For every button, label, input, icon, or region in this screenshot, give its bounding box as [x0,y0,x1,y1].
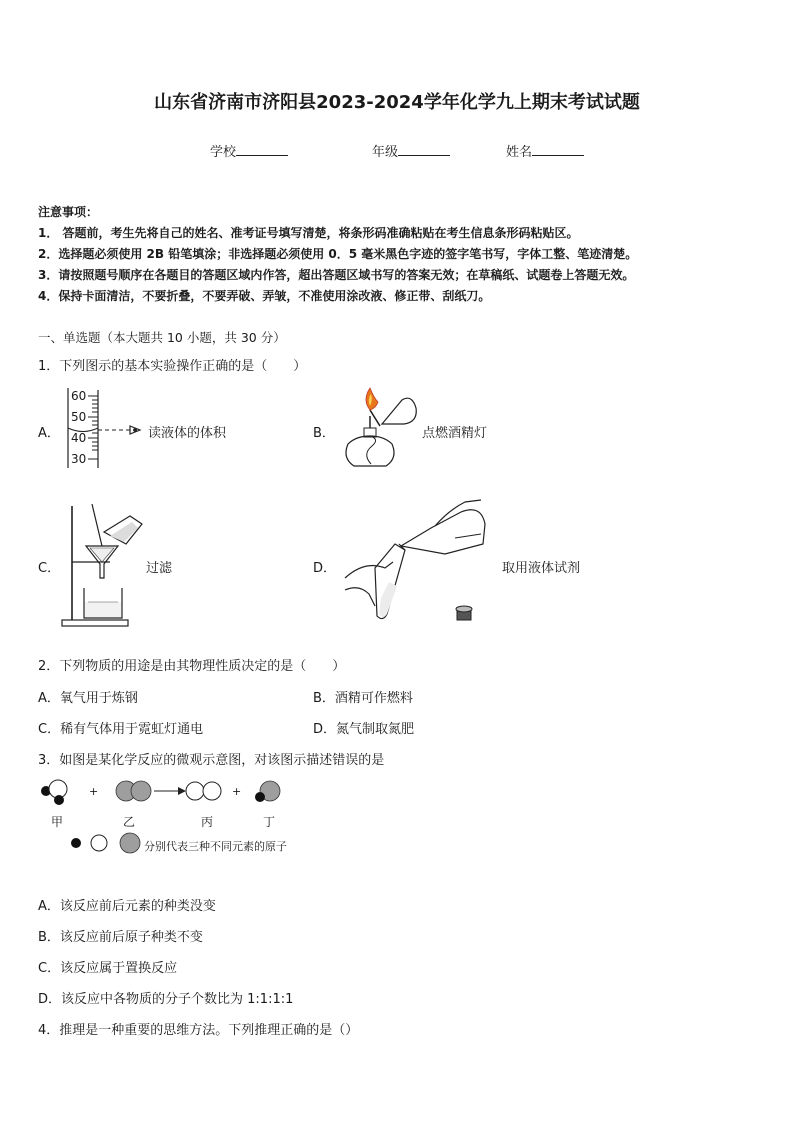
q1-option-c-letter: C． [38,561,61,576]
grade-label: 年级 [372,145,399,160]
name-label: 姓名 [506,145,533,160]
q2-option-a: A．氧气用于炼钢 [38,691,138,706]
q1-option-d-letter: D． [313,561,337,576]
question-1-stem: 1．下列图示的基本实验操作正确的是（ ） [38,359,307,374]
school-label: 学校 [210,145,237,160]
school-blank [236,144,288,156]
q1-option-d-caption: 取用液体试剂 [502,561,581,576]
alcohol-lamp-figure [340,384,420,476]
q3-option-d: D．该反应中各物质的分子个数比为 1:1:1:1 [38,992,294,1007]
q2-option-b: B．酒精可作燃料 [313,691,413,706]
grade-field [372,141,450,160]
q1-option-b-letter: B． [313,426,335,441]
school-field [210,141,288,160]
q2-option-d: D．氮气制取氮肥 [313,722,415,737]
label-ding: 丁 [263,815,276,829]
page-title: 山东省济南市济阳县2023-2024学年化学九上期末考试试题 [154,92,640,113]
note-item: 1． 答题前，考生先将自己的姓名、准考证号填写清楚，将条形码准确粘贴在考生信息条形码粘贴区。 [38,226,579,240]
legend-text: 分别代表三种不同元素的原子 [144,840,287,853]
notes-heading: 注意事项： [38,205,99,219]
name-blank [532,144,584,156]
filtration-figure [60,502,150,630]
label-bing: 丙 [201,815,214,829]
label-yi: 乙 [123,815,136,829]
reaction-diagram [38,778,298,808]
q1-option-a-caption: 读液体的体积 [148,426,227,441]
atom-legend [66,833,146,855]
scale-label-30: 30 [71,452,87,466]
question-4-stem: 4．推理是一种重要的思维方法。下列推理正确的是（） [38,1023,359,1038]
q3-option-b: B．该反应前后原子种类不变 [38,930,203,945]
q2-option-c: C．稀有气体用于霓虹灯通电 [38,722,204,737]
scale-label-40: 40 [71,431,87,445]
note-item: 4．保持卡面清洁，不要折叠，不要弄破、弄皱，不准使用涂改液、修正带、刮纸刀。 [38,289,491,303]
note-item: 3．请按照题号顺序在各题目的答题区域内作答，超出答题区域书写的答案无效；在草稿纸、试题卷上答题无效。 [38,268,635,282]
question-2-stem: 2．下列物质的用途是由其物理性质决定的是（ ） [38,659,346,674]
plus-sign: + [232,785,242,798]
q1-option-b-caption: 点燃酒精灯 [422,426,488,441]
section-heading: 一、单选题（本大题共 10 小题，共 30 分） [38,330,286,345]
q3-option-a: A．该反应前后元素的种类没变 [38,899,216,914]
question-3-stem: 3．如图是某化学反应的微观示意图，对该图示描述错误的是 [38,753,385,768]
q1-option-a-letter: A． [38,426,60,441]
plus-sign: + [89,785,99,798]
q1-option-c-caption: 过滤 [146,561,173,576]
note-item: 2．选择题必须使用 2B 铅笔填涂；非选择题必须使用 0．5 毫米黑色字迹的签字笔书写，字体工整、笔迹清楚。 [38,247,638,261]
pour-liquid-figure [345,498,495,626]
q3-option-c: C．该反应属于置换反应 [38,961,178,976]
grade-blank [398,144,450,156]
label-jia: 甲 [51,815,64,829]
scale-label-60: 60 [71,389,87,403]
scale-label-50: 50 [71,410,87,424]
name-field [506,141,584,160]
